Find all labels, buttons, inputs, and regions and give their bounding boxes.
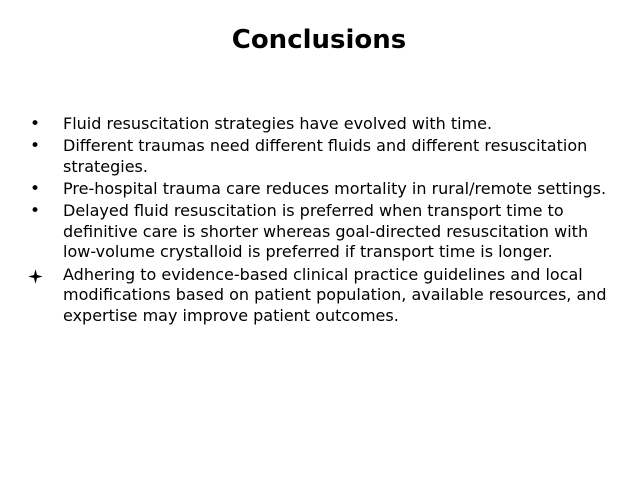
bullet-text: Pre-hospital trauma care reduces mortality in rural/remote settings. <box>63 179 607 199</box>
bullet-text: Adhering to evidence-based clinical practice guidelines and local modifications based on patient population, available resources, and expertise may improve patient outcomes. <box>63 264 607 325</box>
bullet-item <box>28 265 618 327</box>
bullet-item <box>28 201 618 263</box>
bullet-text: Different traumas need different fluids and different resuscitation strategies. <box>63 136 588 176</box>
bullet-item <box>28 114 618 135</box>
diamond-bullet-icon <box>28 269 43 284</box>
bullet-item <box>28 136 618 177</box>
bullet-item <box>28 179 618 200</box>
bullet-dot-icon: • <box>30 114 41 134</box>
bullet-list <box>28 114 618 328</box>
bullet-dot-icon: • <box>30 201 41 222</box>
bullet-dot-icon: • <box>30 179 41 200</box>
bullet-text: Fluid resuscitation strategies have evolved with time. <box>63 114 493 133</box>
slide-title: Conclusions <box>231 25 407 55</box>
bullet-text: Delayed fluid resuscitation is preferred when transport time to definitive care is shorter whereas goal-directed resuscitation with low-volume crystalloid is preferred if transport time is longer. <box>63 201 589 262</box>
bullet-dot-icon: • <box>30 136 41 157</box>
